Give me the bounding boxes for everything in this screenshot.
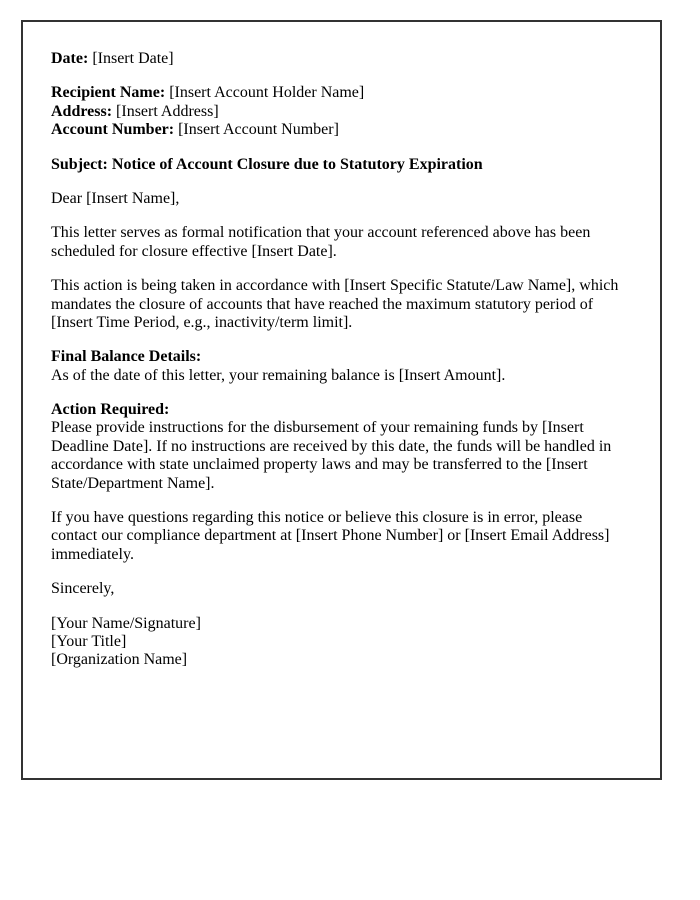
address-value: [Insert Address] [112, 102, 219, 120]
action-required-heading: Action Required: [51, 401, 170, 419]
signature-title: [Your Title] [51, 632, 127, 650]
signature-org: [Organization Name] [51, 651, 188, 669]
subject-text: Subject: Notice of Account Closure due to Statutory Expiration [51, 155, 483, 173]
recipient-block [51, 84, 632, 139]
recipient-name-value: [Insert Account Holder Name] [165, 84, 365, 102]
date-value: [Insert Date] [88, 50, 174, 67]
action-required-text: Please provide instructions for the disbursement of your remaining funds by [Insert Deadline Date]. If no instructions are received by this date, the funds will be handled in accordance with state unclaimed property laws and may be transferred to the [Insert State/Department Name]. [51, 419, 612, 492]
letter-border-box [21, 20, 662, 780]
final-balance-text: As of the date of this letter, your remaining balance is [Insert Amount]. [51, 366, 506, 384]
date-line [51, 50, 632, 68]
salutation: Dear [Insert Name], [51, 189, 180, 207]
account-number-label: Account Number: [51, 121, 175, 139]
date-label: Date: [51, 50, 89, 67]
final-balance-heading: Final Balance Details: [51, 348, 202, 366]
address-label: Address: [51, 102, 113, 120]
paragraph-questions: If you have questions regarding this notice or believe this closure is in error, please contact our compliance department at [Insert Phone Number] or [Insert Email Address] immediately. [51, 509, 610, 563]
subject-line [51, 156, 632, 174]
final-balance-block [51, 348, 632, 385]
action-required-block [51, 401, 632, 493]
paragraph-notification: This letter serves as formal notification that your account referenced above has been scheduled for closure effective [Insert Date]. [51, 224, 591, 260]
recipient-name-label: Recipient Name: [51, 84, 166, 102]
paragraph-statute: This action is being taken in accordance with [Insert Specific Statute/Law Name], which mandates the closure of accounts that have reached the maximum statutory period of [Insert Time Period, e.g., inactivity/term limit]. [51, 277, 619, 331]
signature-block [51, 615, 632, 670]
account-number-value: [Insert Account Number] [174, 121, 339, 139]
closing: Sincerely, [51, 580, 115, 598]
signature-name: [Your Name/Signature] [51, 614, 201, 632]
